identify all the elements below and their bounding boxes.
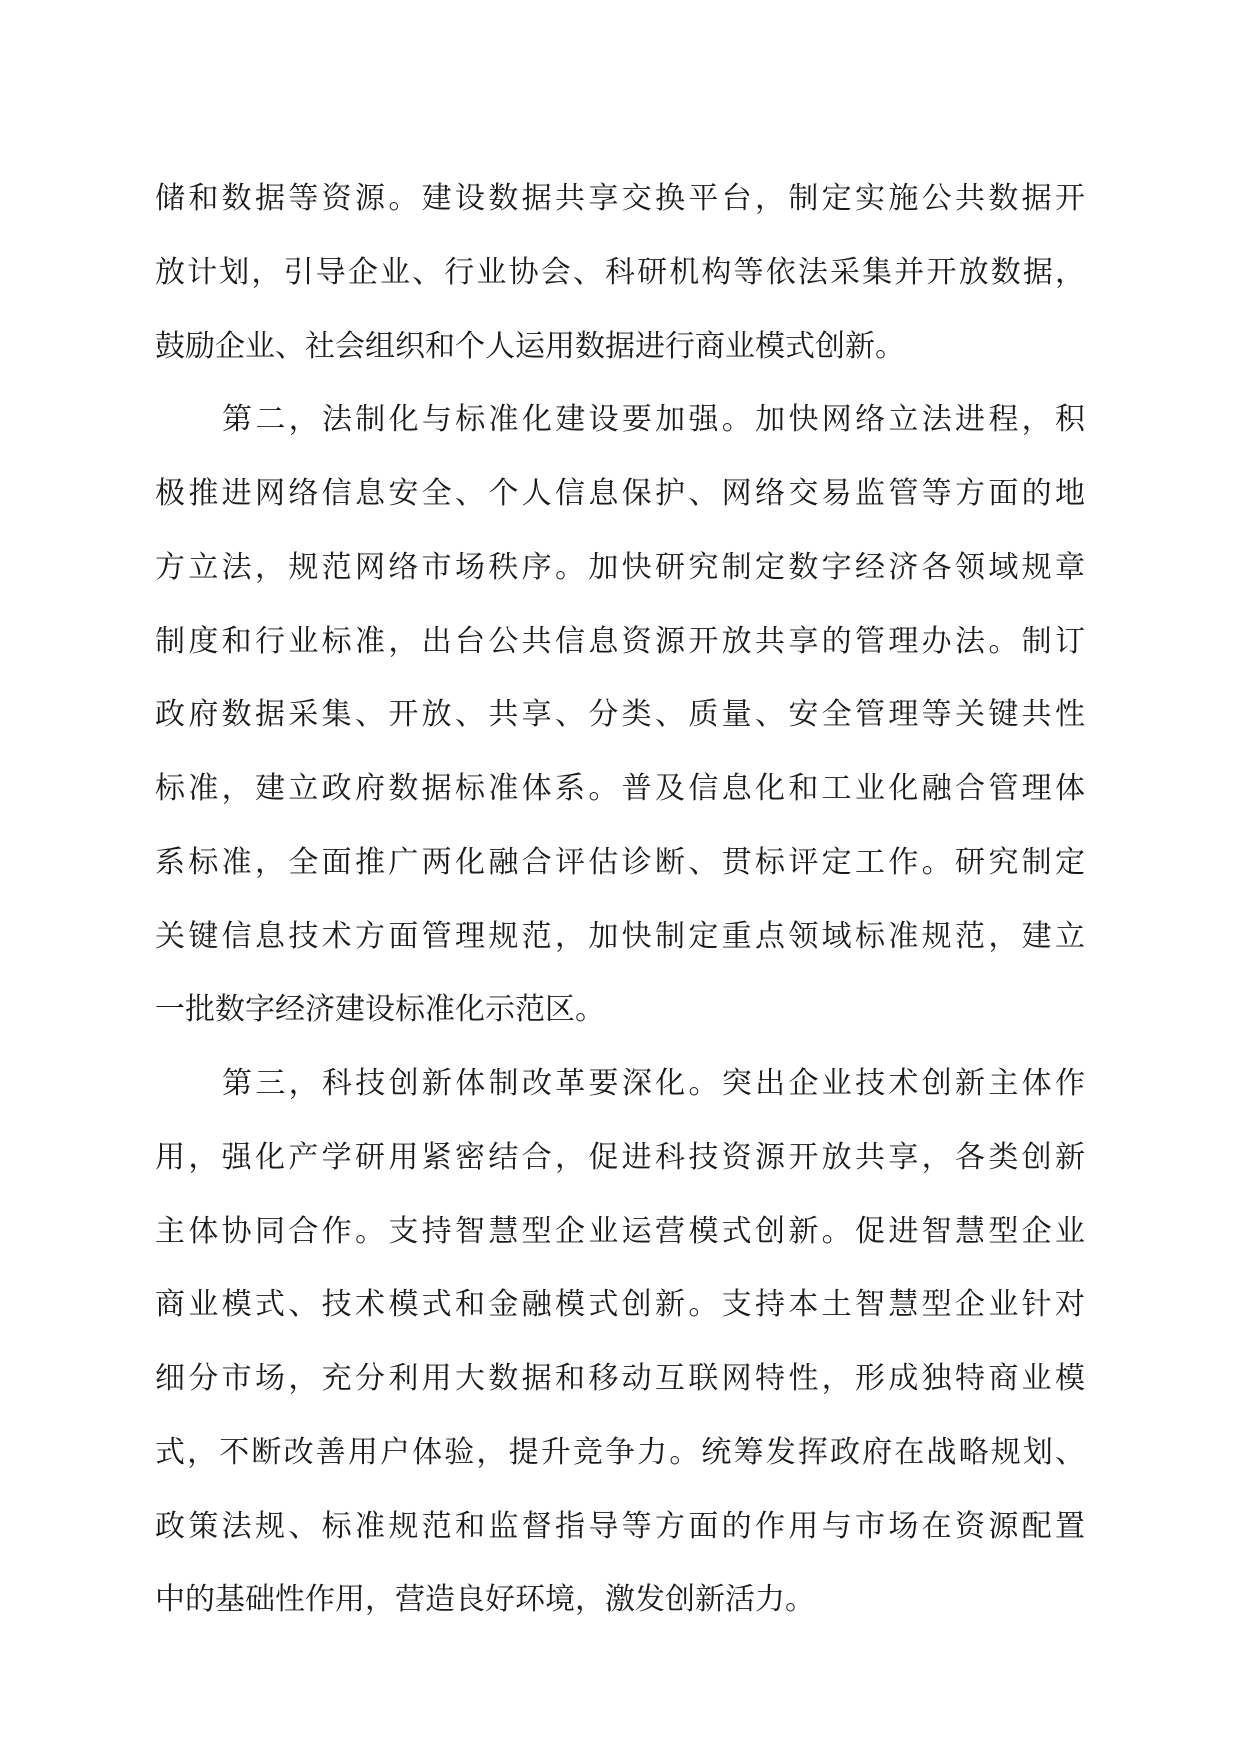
paragraph-line: 第二，法制化与标准化建设要加强。加快网络立法进程，积 bbox=[222, 402, 1085, 438]
paragraph-line: 关键信息技术方面管理规范，加快制定重点领域标准规范，建立 bbox=[155, 918, 1085, 954]
paragraph-line: 式，不断改善用户体验，提升竞争力。统筹发挥政府在战略规划、 bbox=[155, 1434, 1085, 1470]
body-text bbox=[155, 175, 1085, 1650]
paragraph-line: 中的基础性作用，营造良好环境，激发创新活力。 bbox=[155, 1582, 815, 1618]
paragraph-line: 一批数字经济建设标准化示范区。 bbox=[155, 992, 605, 1028]
paragraph-line: 政府数据采集、开放、共享、分类、质量、安全管理等关键共性 bbox=[155, 697, 1085, 733]
paragraph-line: 用，强化产学研用紧密结合，促进科技资源开放共享，各类创新 bbox=[155, 1139, 1085, 1175]
paragraph-line: 放计划，引导企业、行业协会、科研机构等依法采集并开放数据， bbox=[155, 254, 1085, 290]
paragraph-line: 储和数据等资源。建设数据共享交换平台，制定实施公共数据开 bbox=[155, 181, 1085, 216]
paragraph-line: 极推进网络信息安全、个人信息保护、网络交易监管等方面的地 bbox=[155, 476, 1085, 511]
paragraph-line: 制度和行业标准，出台公共信息资源开放共享的管理办法。制订 bbox=[155, 623, 1085, 659]
paragraph-line: 主体协同合作。支持智慧型企业运营模式创新。促进智慧型企业 bbox=[155, 1213, 1085, 1249]
paragraph-line: 商业模式、技术模式和金融模式创新。支持本土智慧型企业针对 bbox=[155, 1287, 1085, 1323]
paragraph-line: 细分市场，充分利用大数据和移动互联网特性，形成独特商业模 bbox=[155, 1361, 1085, 1396]
paragraph-line: 第三，科技创新体制改革要深化。突出企业技术创新主体作 bbox=[222, 1066, 1085, 1101]
paragraph-line: 系标准，全面推广两化融合评估诊断、贯标评定工作。研究制定 bbox=[155, 844, 1085, 880]
paragraph-line: 政策法规、标准规范和监督指导等方面的作用与市场在资源配置 bbox=[155, 1508, 1085, 1544]
paragraph-line: 标准，建立政府数据标准体系。普及信息化和工业化融合管理体 bbox=[155, 771, 1085, 806]
paragraph-line: 方立法，规范网络市场秩序。加快研究制定数字经济各领域规章 bbox=[155, 549, 1085, 585]
paragraph-line: 鼓励企业、社会组织和个人运用数据进行商业模式创新。 bbox=[155, 328, 905, 364]
